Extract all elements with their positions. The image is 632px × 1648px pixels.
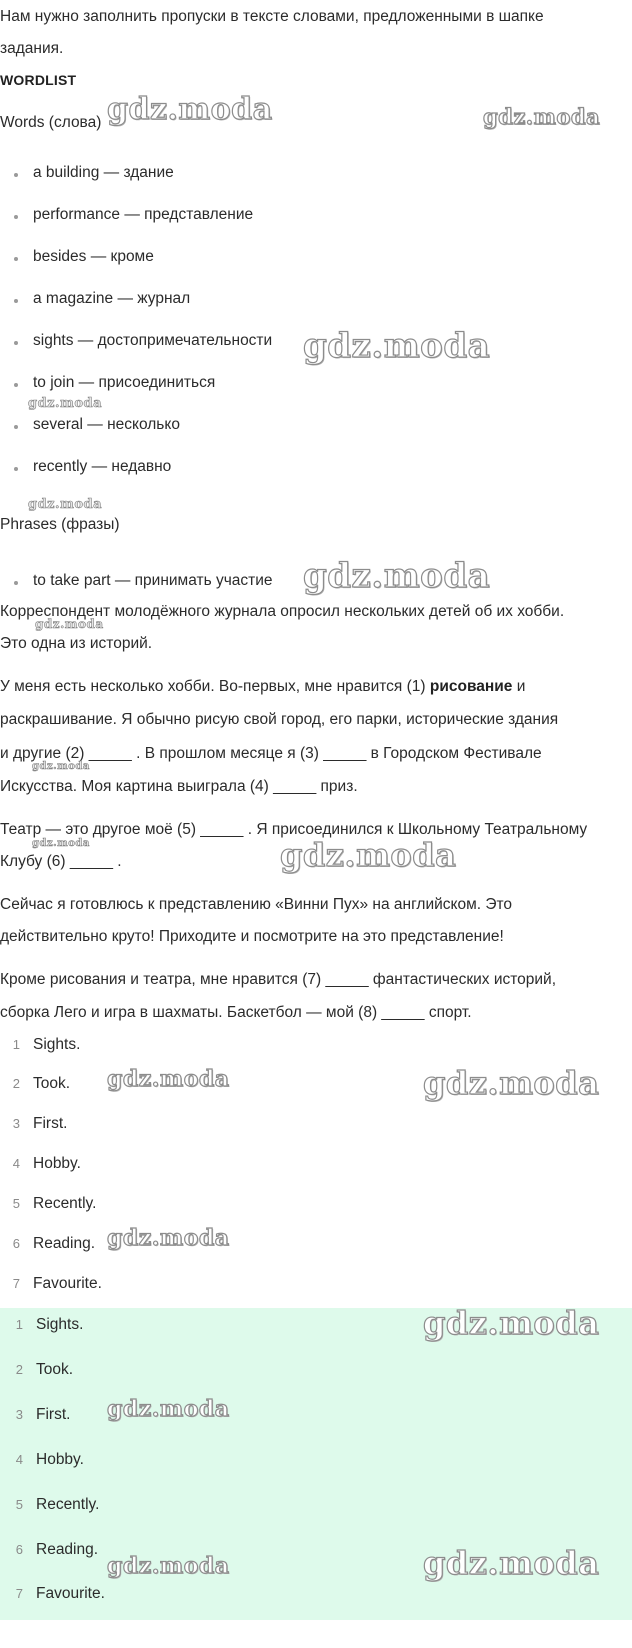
watermark-logo: gdz.moda (35, 617, 104, 631)
watermark-logo: gdz.moda (107, 1396, 230, 1422)
list-item: besides — кроме (33, 248, 154, 265)
wordlist-heading: WORDLIST (0, 72, 77, 88)
answer-text: Reading. (33, 1235, 96, 1252)
answer-text: Sights. (33, 1036, 81, 1053)
answer-text: Recently. (36, 1496, 100, 1513)
list-item: to join — присоединиться (33, 374, 216, 391)
list-item: a building — здание (33, 164, 174, 181)
watermark-logo: gdz.moda (28, 497, 103, 512)
story-text: Это одна из историй. (0, 635, 153, 652)
watermark-logo: gdz.moda (483, 104, 601, 129)
answer-number: 5 (12, 1196, 20, 1211)
answer-number: 2 (15, 1362, 23, 1377)
watermark-logo: gdz.moda (32, 838, 90, 849)
answer-number: 7 (12, 1276, 20, 1291)
phrases-label: Phrases (фразы) (0, 516, 120, 533)
watermark-logo: gdz.moda (107, 92, 273, 127)
answer-number: 4 (15, 1452, 23, 1467)
intro-line-1: Нам нужно заполнить пропуски в тексте словами, предложенными в шапке (0, 8, 544, 25)
bullet-icon (14, 215, 18, 219)
watermark-logo: gdz.moda (423, 1544, 600, 1582)
story-text: Клубу (6) _____ . (0, 853, 122, 870)
story-text: Кроме рисования и театра, мне нравится (7) _____ фантастических историй, (0, 971, 557, 988)
watermark-logo: gdz.moda (107, 1066, 230, 1092)
story-text: Сейчас я готовлюсь к представлению «Винни Пух» на английском. Это (0, 896, 513, 913)
answer-number: 1 (15, 1317, 23, 1332)
watermark-logo: gdz.moda (303, 326, 491, 366)
answer-text: Took. (33, 1075, 71, 1092)
answer-text: Sights. (36, 1316, 84, 1333)
list-item: to take part — принимать участие (33, 572, 273, 589)
bullet-icon (14, 581, 18, 585)
watermark-logo: gdz.moda (423, 1064, 600, 1102)
answer-number: 4 (12, 1156, 20, 1171)
list-item: a magazine — журнал (33, 290, 191, 307)
watermark-logo: gdz.moda (32, 761, 90, 772)
words-label: Words (слова) (0, 114, 102, 131)
watermark-logo: gdz.moda (280, 836, 457, 874)
story-text: и другие (2) _____ . В прошлом месяце я (3) _____ в Городском Фестивале (0, 745, 542, 762)
list-item: performance — представление (33, 206, 254, 223)
answer-number: 2 (12, 1076, 20, 1091)
story-text: Корреспондент молодёжного журнала опросил нескольких детей об их хобби. (0, 603, 565, 620)
story-text: Театр — это другое моё (5) _____ . Я присоединился к Школьному Театральному (0, 821, 588, 838)
bullet-icon (14, 467, 18, 471)
bullet-icon (14, 383, 18, 387)
answer-number: 3 (12, 1116, 20, 1131)
bullet-icon (14, 173, 18, 177)
answer-text: Favourite. (36, 1585, 105, 1602)
story-text: раскрашивание. Я обычно рисую свой город, его парки, исторические здания (0, 711, 559, 728)
watermark-logo: gdz.moda (107, 1553, 230, 1579)
bullet-icon (14, 257, 18, 261)
answer-text: Took. (36, 1361, 74, 1378)
answer-text: First. (36, 1406, 71, 1423)
answer-highlight: рисование (429, 678, 513, 695)
story-text (0, 677, 525, 697)
answer-number: 5 (15, 1497, 23, 1512)
watermark-logo: gdz.moda (423, 1304, 600, 1342)
answer-number: 6 (12, 1236, 20, 1251)
answer-text: Favourite. (33, 1275, 102, 1292)
answer-number: 7 (15, 1586, 23, 1601)
answer-text: Hobby. (36, 1451, 84, 1468)
answer-number: 6 (15, 1542, 23, 1557)
bullet-icon (14, 299, 18, 303)
story-text: Искусства. Моя картина выиграла (4) _____ приз. (0, 778, 358, 795)
story-text: сборка Лего и игра в шахматы. Баскетбол — мой (8) _____ спорт. (0, 1004, 472, 1021)
answer-text: Hobby. (33, 1155, 81, 1172)
story-text-part: и (512, 678, 526, 695)
list-item: sights — достопримечательности (33, 332, 273, 349)
watermark-logo: gdz.moda (28, 396, 103, 411)
intro-line-2: задания. (0, 40, 64, 57)
story-text: действительно круто! Приходите и посмотрите на это представление! (0, 928, 504, 945)
story-text-part: У меня есть несколько хобби. Во-первых, мне нравится (1) (0, 678, 430, 695)
watermark-logo: gdz.moda (107, 1225, 230, 1251)
answer-text: First. (33, 1115, 68, 1132)
list-item: several — несколько (33, 416, 180, 433)
watermark-logo: gdz.moda (303, 556, 491, 596)
bullet-icon (14, 341, 18, 345)
answer-number: 1 (12, 1037, 20, 1052)
answer-text: Reading. (36, 1541, 99, 1558)
bullet-icon (14, 425, 18, 429)
answer-number: 3 (15, 1407, 23, 1422)
answer-text: Recently. (33, 1195, 97, 1212)
list-item: recently — недавно (33, 458, 172, 475)
